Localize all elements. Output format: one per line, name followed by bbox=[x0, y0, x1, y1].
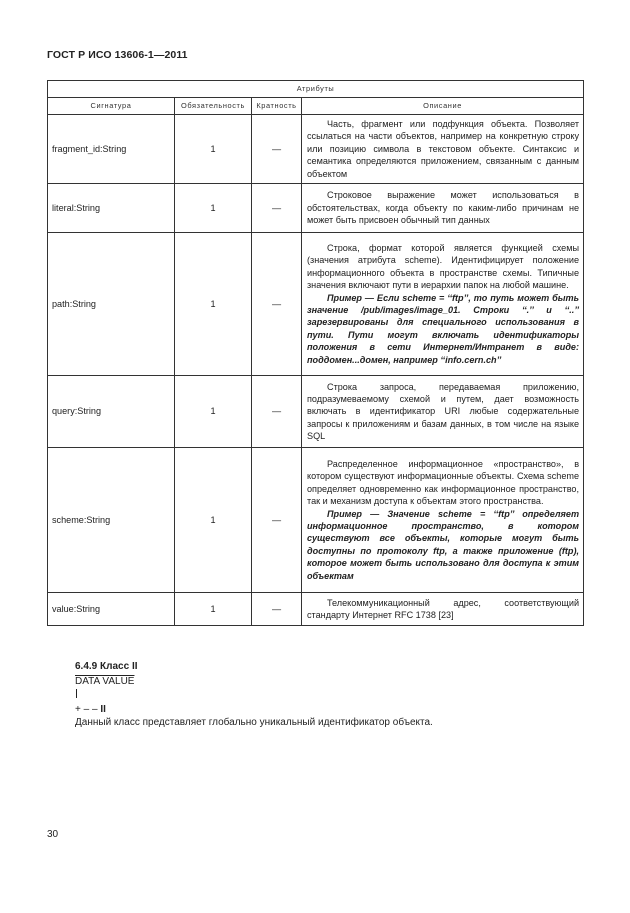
row-description bbox=[302, 115, 584, 184]
column-header-signature: Сигнатура bbox=[48, 98, 175, 115]
row-required: 1 bbox=[175, 448, 252, 593]
example-text: Пример — Значение scheme = ‘‘ftp’’ определяет информационное пространство, в котором существуют все объекты, которые могут быть доступны по протоколу ftp, а также приложение (ftp), которое может быть использовано для доступа к этим объектам bbox=[307, 508, 580, 581]
description-text: Строка запроса, передаваемая приложению, подразумеваемому схемой и путем, дает возможность включать в идентификатор URI любые содержательные запросы к приложениям и базам данных, в том числе на языке SQL bbox=[307, 381, 580, 442]
table-row bbox=[48, 184, 584, 233]
row-multiplicity: — bbox=[252, 115, 302, 184]
row-required: 1 bbox=[175, 376, 252, 448]
example-text: Пример — Если scheme = ‘‘ftp’’, то путь может быть значение /pub/images/image_01. Строки ‘‘.’’ и ‘‘..’’ зарезервированы для специального использования в пути. Пути могут включать идентификаторы положения в сети Интернет/Интранет в виде: поддомен...домен, например ‘‘info.cern.ch’’ bbox=[307, 292, 580, 365]
row-description bbox=[302, 233, 584, 376]
row-signature: literal:String bbox=[48, 184, 175, 233]
row-multiplicity: — bbox=[252, 233, 302, 376]
attributes-table bbox=[47, 80, 584, 626]
formula-data-value: DATA VALUE bbox=[75, 676, 135, 687]
formula-bar bbox=[76, 689, 77, 698]
row-description bbox=[302, 376, 584, 448]
table-row bbox=[48, 448, 584, 593]
document-header: ГОСТ Р ИСО 13606-1—2011 bbox=[47, 49, 188, 61]
row-signature: path:String bbox=[48, 233, 175, 376]
row-multiplicity: — bbox=[252, 593, 302, 626]
row-multiplicity: — bbox=[252, 184, 302, 233]
section-title: 6.4.9 Класс II bbox=[75, 661, 138, 672]
column-header-description: Описание bbox=[302, 98, 584, 115]
class-formula bbox=[75, 675, 134, 717]
table-row bbox=[48, 376, 584, 448]
description-text: Телекоммуникационный адрес, соответствующий стандарту Интернет RFC 1738 [23] bbox=[307, 597, 580, 621]
row-required: 1 bbox=[175, 233, 252, 376]
column-header-required: Обязательность bbox=[175, 98, 252, 115]
row-signature: value:String bbox=[48, 593, 175, 626]
column-header-multiplicity: Кратность bbox=[252, 98, 302, 115]
section-body-text: Данный класс представляет глобально уникальный идентификатор объекта. bbox=[75, 717, 433, 728]
table-row bbox=[48, 593, 584, 626]
formula-class-name: II bbox=[100, 704, 106, 715]
description-text: Распределенное информационное «пространство», в котором существуют информационные объекты. Схема scheme определяет одновременно как информационное пространство, так и механизм доступа к объектам этого пространства. bbox=[307, 459, 580, 507]
row-signature: query:String bbox=[48, 376, 175, 448]
row-description bbox=[302, 448, 584, 593]
row-required: 1 bbox=[175, 115, 252, 184]
row-signature: scheme:String bbox=[48, 448, 175, 593]
table-group-header: Атрибуты bbox=[48, 81, 584, 98]
page-number: 30 bbox=[47, 829, 59, 840]
description-text: Часть, фрагмент или подфункция объекта. Позволяет ссылаться на части объектов, например на конкретную строку или позицию символа в текстовом объекте. Синтаксис и семантика определяются приложением, связанным с данным объектом bbox=[307, 119, 580, 179]
table-row bbox=[48, 115, 584, 184]
row-required: 1 bbox=[175, 184, 252, 233]
row-required: 1 bbox=[175, 593, 252, 626]
formula-operators: + – – bbox=[75, 704, 98, 715]
row-signature: fragment_id:String bbox=[48, 115, 175, 184]
description-text: Строка, формат которой является функцией схемы (значения атрибута scheme). Идентифицирует положение информационного объекта в пространстве схемы. Типичные значения включают пути в иерархии папок на любой машине. bbox=[307, 243, 580, 291]
table-row bbox=[48, 233, 584, 376]
description-text: Строковое выражение может использоваться в обстоятельствах, когда объекту по каким-либо причинам не может быть присвоен обычный тип данных bbox=[307, 190, 580, 226]
row-multiplicity: — bbox=[252, 376, 302, 448]
row-multiplicity: — bbox=[252, 448, 302, 593]
row-description bbox=[302, 593, 584, 626]
row-description bbox=[302, 184, 584, 233]
